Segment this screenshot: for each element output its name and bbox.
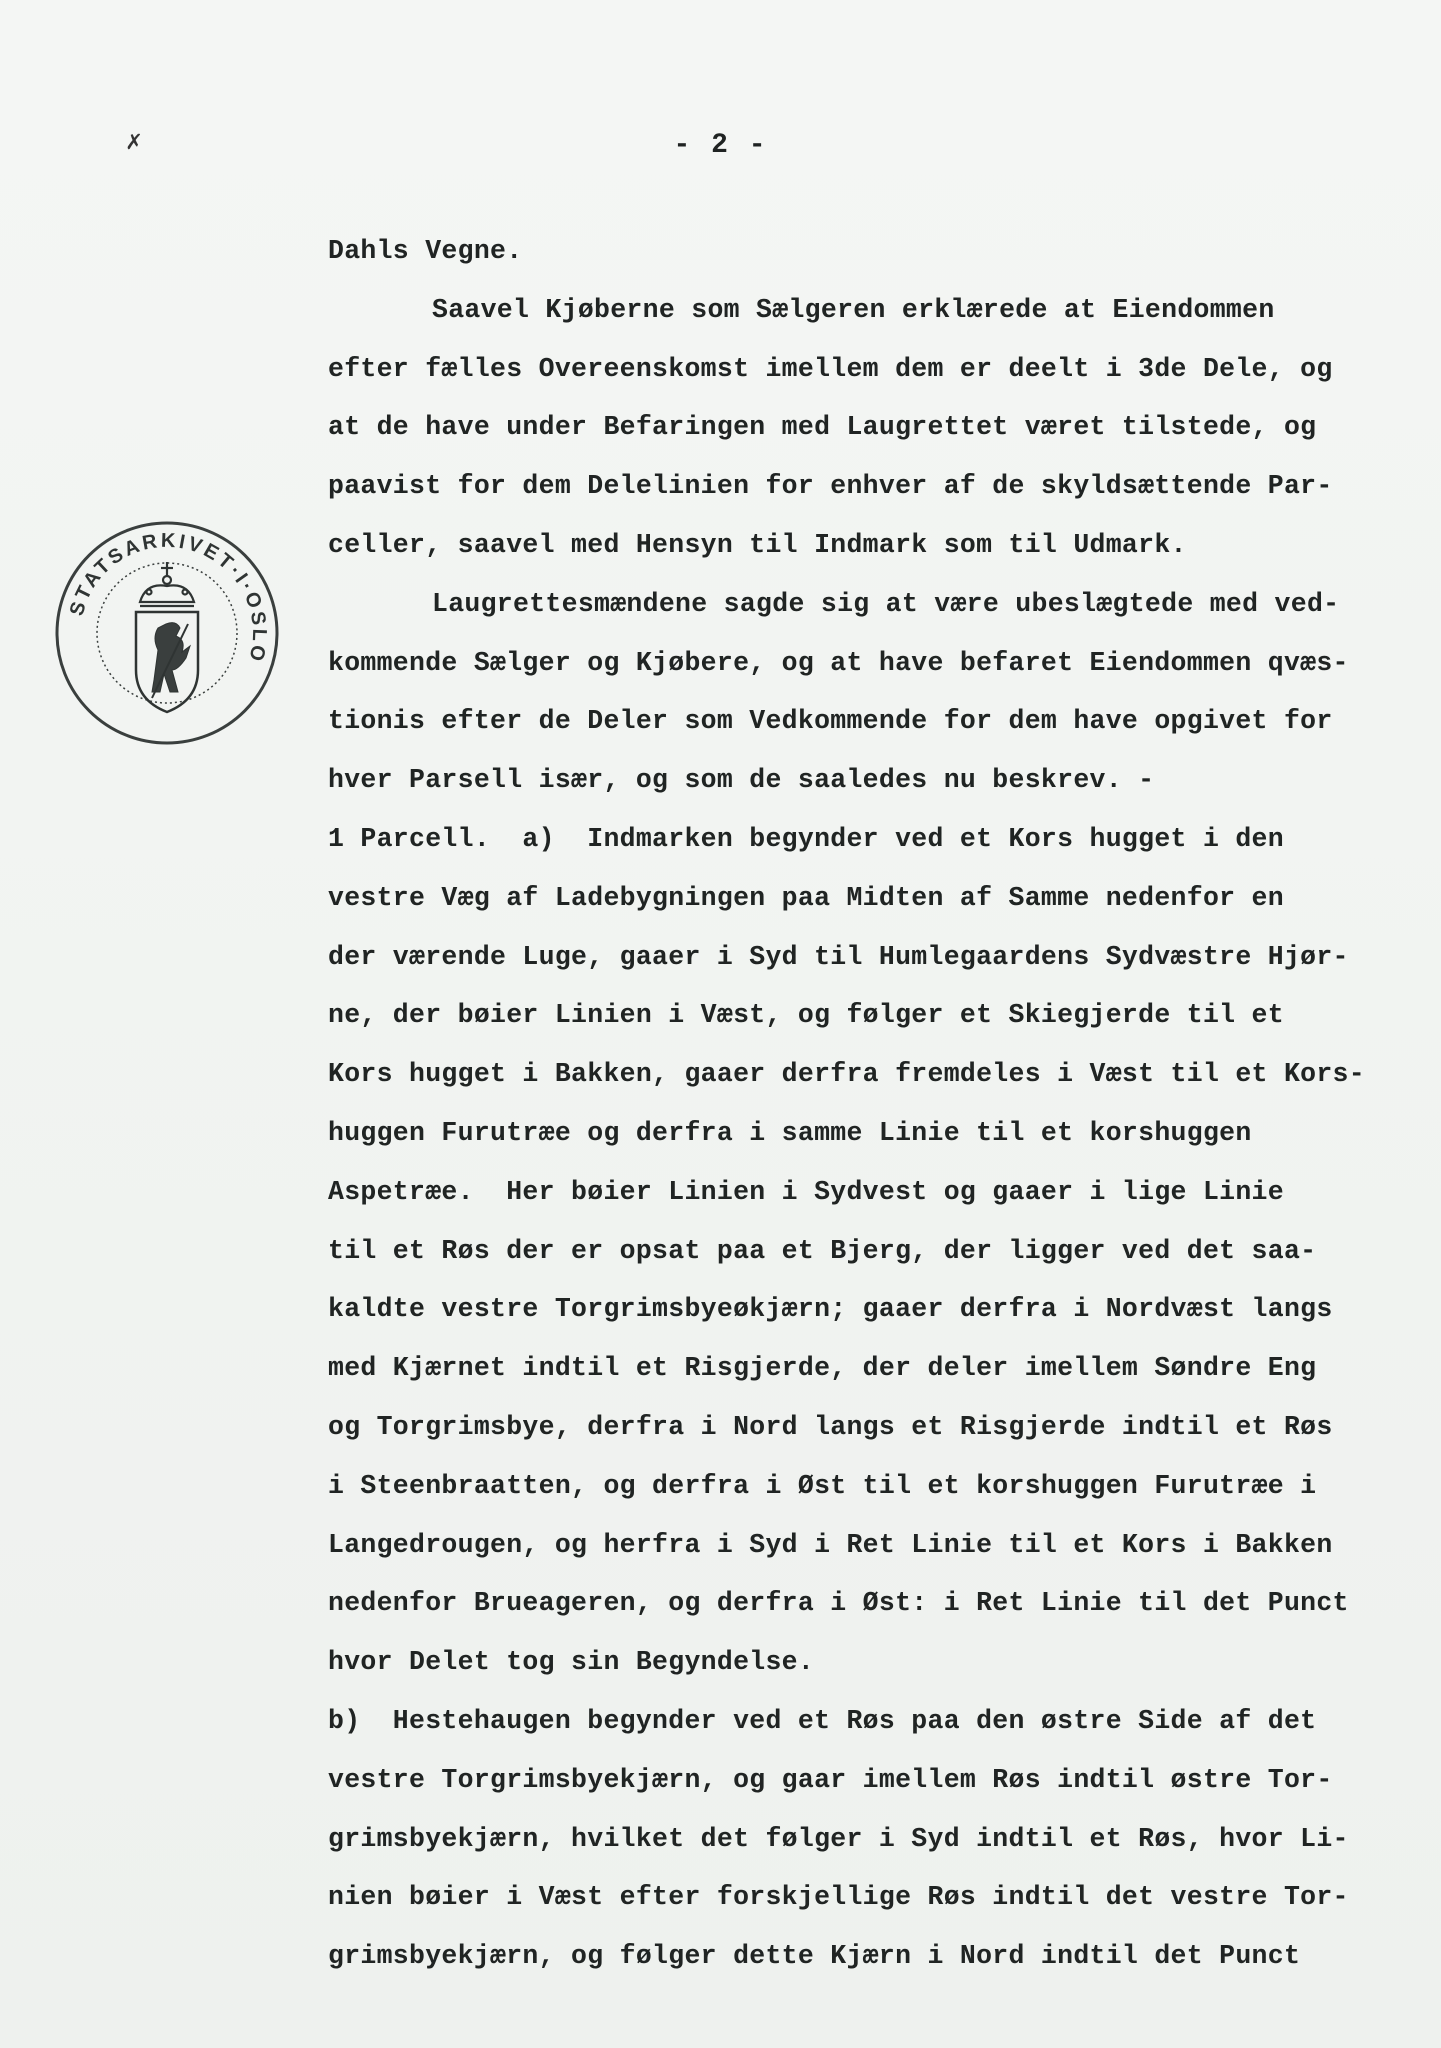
text-line: der værende Luge, gaaer i Syd til Humlegaardens Sydvæstre Hjør- [328, 941, 1349, 972]
text-line: hver Parsell især, og som de saaledes nu beskrev. - [328, 765, 1155, 796]
text-line: nien bøier i Væst efter forskjellige Røs indtil det vestre Tor- [328, 1882, 1349, 1913]
stamp-text: STATSARKIVET·I·OSLO [65, 529, 271, 666]
archive-stamp [54, 520, 280, 746]
text-line: b) Hestehaugen begynder ved et Røs paa den østre Side af det [328, 1705, 1317, 1736]
text-line: Langedrougen, og herfra i Syd i Ret Linie til et Kors i Bakken [328, 1529, 1333, 1560]
coat-of-arms-icon [136, 612, 198, 712]
text-line: tionis efter de Deler som Vedkommende for dem have opgivet for [328, 706, 1333, 737]
margin-mark: ✗ [126, 127, 142, 157]
text-line: huggen Furutræe og derfra i samme Linie til et korshuggen [328, 1117, 1252, 1148]
text-line: Laugrettesmændene sagde sig at være ubeslægtede med ved- [432, 588, 1340, 619]
text-line: kommende Sælger og Kjøbere, og at have befaret Eiendommen qvæs- [328, 647, 1349, 678]
text-line: nedenfor Brueageren, og derfra i Øst: i Ret Linie til det Punct [328, 1588, 1349, 1619]
text-line: kaldte vestre Torgrimsbyeøkjærn; gaaer derfra i Nordvæst langs [328, 1294, 1333, 1325]
text-line: Saavel Kjøberne som Sælgeren erklærede at Eiendommen [432, 294, 1275, 325]
text-line: vestre Torgrimsbyekjærn, og gaar imellem Røs indtil østre Tor- [328, 1764, 1333, 1795]
text-line: grimsbyekjærn, og følger dette Kjærn i Nord indtil det Punct [328, 1941, 1301, 1972]
text-line: paavist for dem Delelinien for enhver af de skyldsættende Par- [328, 471, 1333, 502]
text-line: Dahls Vegne. [328, 236, 523, 266]
crown-icon [140, 562, 194, 606]
text-line: Kors hugget i Bakken, gaaer derfra fremdeles i Væst til et Kors- [328, 1059, 1365, 1090]
text-line: med Kjærnet indtil et Risgjerde, der deler imellem Søndre Eng [328, 1353, 1317, 1384]
text-line: til et Røs der er opsat paa et Bjerg, der ligger ved det saa- [328, 1235, 1317, 1266]
text-line: ne, der bøier Linien i Væst, og følger et Skiegjerde til et [328, 1000, 1284, 1031]
text-line: og Torgrimsbye, derfra i Nord langs et Risgjerde indtil et Røs [328, 1411, 1333, 1442]
document-body [328, 222, 1408, 1986]
text-line: grimsbyekjærn, hvilket det følger i Syd indtil et Røs, hvor Li- [328, 1823, 1349, 1854]
text-line: i Steenbraatten, og derfra i Øst til et korshuggen Furutræe i [328, 1470, 1317, 1501]
page-number: - 2 - [673, 130, 768, 161]
text-line: efter fælles Overeenskomst imellem dem er deelt i 3de Dele, og [328, 353, 1333, 384]
text-line: at de have under Befaringen med Laugrettet været tilstede, og [328, 412, 1317, 443]
text-line: 1 Parcell. a) Indmarken begynder ved et Kors hugget i den [328, 823, 1284, 854]
text-line: hvor Delet tog sin Begyndelse. [328, 1647, 815, 1678]
text-line: celler, saavel med Hensyn til Indmark som til Udmark. [328, 529, 1187, 560]
text-line: vestre Væg af Ladebygningen paa Midten af Samme nedenfor en [328, 882, 1284, 913]
text-line: Aspetræe. Her bøier Linien i Sydvest og gaaer i lige Linie [328, 1176, 1284, 1207]
